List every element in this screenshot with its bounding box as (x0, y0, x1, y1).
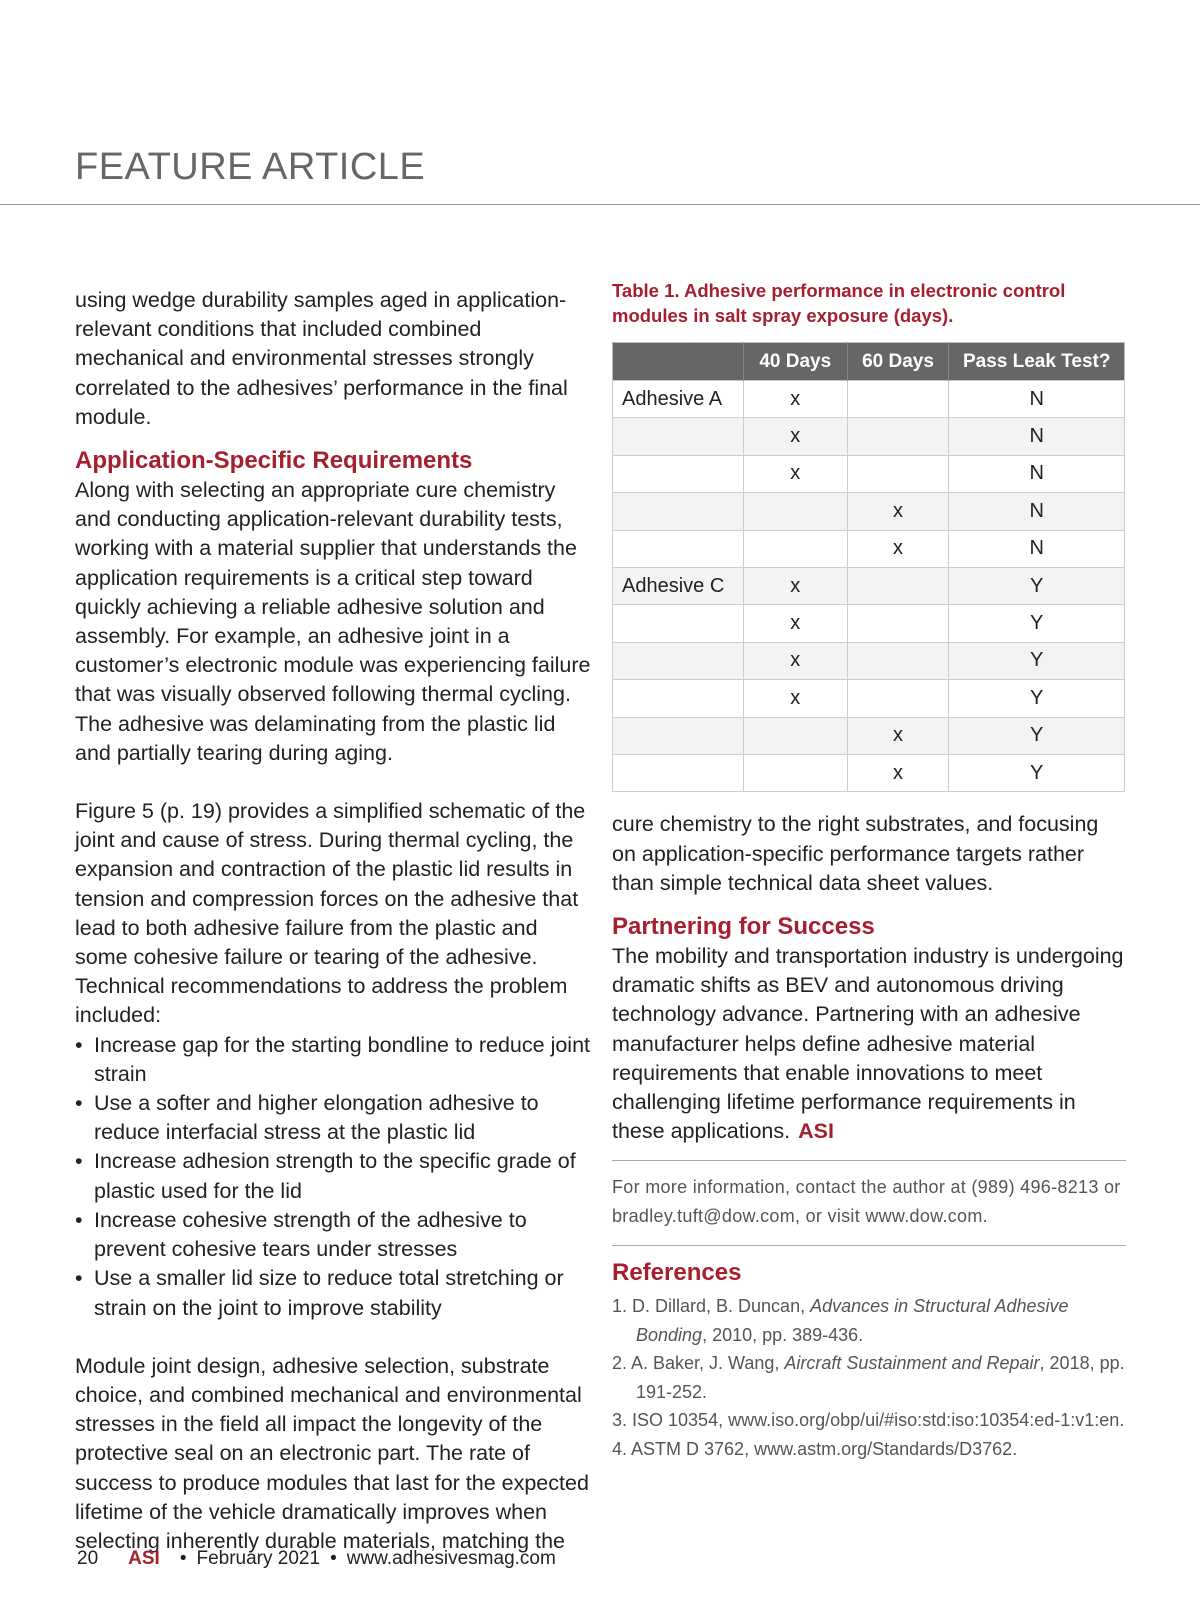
reference-item (612, 1406, 1126, 1435)
reference-title: Advances in Structural Adhesive Bonding (636, 1296, 1069, 1345)
table-cell (613, 642, 744, 679)
table-header-cell (613, 343, 744, 381)
table-row (613, 530, 1125, 567)
table-cell: x (743, 680, 847, 717)
footer-separator: • (179, 1548, 187, 1569)
right-column (612, 278, 1126, 1463)
table-body (613, 381, 1125, 792)
list-item: • Use a softer and higher elongation adhesive to reduce interfacial stress at the plastic lid (75, 1089, 595, 1147)
table-header-cell: 40 Days (743, 343, 847, 381)
table-row (613, 493, 1125, 530)
table-cell: Y (949, 642, 1125, 679)
table-cell: N (949, 530, 1125, 567)
table-cell: x (743, 642, 847, 679)
adhesive-performance-table (612, 342, 1125, 792)
left-paragraph-4: Module joint design, adhesive selection, substrate choice, and combined mechanical and environmental stresses in the field all impact the longevity of the protective seal on an electronic part. The rate of success to produce modules that last for the expected lifetime of the vehicle dramatically improves when selecting inherently durable materials, matching the (75, 1353, 589, 1553)
table-cell: N (949, 493, 1125, 530)
reference-text: , 2018, pp. 191-252. (636, 1353, 1125, 1402)
table-cell: x (743, 567, 847, 604)
table-cell (847, 680, 949, 717)
table-cell: x (743, 381, 847, 418)
footer-url: www.adhesivesmag.com (346, 1548, 556, 1569)
contact-divider-bottom (612, 1245, 1126, 1246)
table-caption: Table 1. Adhesive performance in electronic control modules in salt spray exposure (days). (612, 280, 1066, 326)
table-cell (847, 455, 949, 492)
table-row (613, 381, 1125, 418)
table-cell (847, 567, 949, 604)
reference-text: 3. ISO 10354, www.iso.org/obp/ui/#iso:std:iso:10354:ed-1:v1:en. (612, 1410, 1125, 1431)
table-cell: Y (949, 680, 1125, 717)
table-cell (613, 717, 744, 754)
table-cell (847, 642, 949, 679)
list-item: • Increase adhesion strength to the specific grade of plastic used for the lid (75, 1147, 595, 1205)
table-cell (743, 530, 847, 567)
footer-brand: ASI (128, 1548, 160, 1569)
references-heading: References (612, 1259, 742, 1287)
table-cell: N (949, 455, 1125, 492)
table-cell: x (743, 605, 847, 642)
table-cell: Y (949, 567, 1125, 604)
table-cell (847, 605, 949, 642)
table-cell: x (847, 493, 949, 530)
table-cell: Y (949, 754, 1125, 791)
header-divider (0, 204, 1200, 205)
end-mark: ASI (798, 1119, 834, 1144)
table-header-cell: 60 Days (847, 343, 949, 381)
reference-text: , 2010, pp. 389-436. (702, 1324, 864, 1345)
table-cell: x (743, 418, 847, 455)
table-header-row (613, 343, 1125, 381)
reference-item (612, 1435, 1126, 1464)
table-cell: N (949, 381, 1125, 418)
table-cell: x (743, 455, 847, 492)
table-cell (613, 754, 744, 791)
table-row (613, 680, 1125, 717)
page-footer (77, 1548, 556, 1570)
reference-title: Aircraft Sustainment and Repair (784, 1353, 1040, 1374)
table-cell: N (949, 418, 1125, 455)
table-row (613, 754, 1125, 791)
subhead-partnering: Partnering for Success (612, 912, 875, 940)
table-cell: x (847, 530, 949, 567)
table-cell (613, 680, 744, 717)
table-cell (847, 381, 949, 418)
left-paragraph-3: Figure 5 (p. 19) provides a simplified schematic of the joint and cause of stress. During thermal cycling, the expansion and contraction of the plastic lid results in tension and compression forces on the adhesive that lead to both adhesive failure from the plastic and some cohesive failure or tearing of the adhesive. Technical recommendations to address the problem included: (75, 799, 586, 1028)
reference-item (612, 1349, 1126, 1406)
list-item: • Increase cohesive strength of the adhesive to prevent cohesive tears under stresses (75, 1206, 595, 1264)
table-cell: Y (949, 717, 1125, 754)
list-item: • Increase gap for the starting bondline to reduce joint strain (75, 1031, 595, 1089)
table-cell: x (847, 717, 949, 754)
table-cell: Adhesive C (613, 567, 744, 604)
table-cell: Y (949, 605, 1125, 642)
table-row (613, 605, 1125, 642)
reference-text: 2. A. Baker, J. Wang, (612, 1353, 785, 1374)
right-paragraph-2 (612, 942, 1126, 1146)
table-cell (613, 493, 744, 530)
page-number: 20 (77, 1548, 99, 1569)
references-list (612, 1292, 1126, 1463)
table-row (613, 642, 1125, 679)
table-header-cell: Pass Leak Test? (949, 343, 1125, 381)
recommendations-list (75, 1031, 595, 1323)
section-label: FEATURE ARTICLE (75, 146, 426, 188)
table-row (613, 418, 1125, 455)
list-item: • Use a smaller lid size to reduce total stretching or strain on the joint to improve stability (75, 1264, 595, 1322)
table-row (613, 455, 1125, 492)
footer-separator: • (330, 1548, 337, 1569)
contact-divider-top (612, 1160, 1126, 1161)
table-cell (613, 455, 744, 492)
table-cell (743, 493, 847, 530)
table-row (613, 567, 1125, 604)
right-paragraph-2-text: The mobility and transportation industry is undergoing dramatic shifts as BEV and autonomous driving technology advance. Partnering with an adhesive manufacturer helps define adhesive material requirements that enable innovations to meet challenging lifetime performance requirements in these applications. (612, 943, 1124, 1144)
table-cell (743, 717, 847, 754)
reference-item (612, 1292, 1126, 1349)
subhead-application-specific: Application-Specific Requirements (75, 447, 473, 475)
footer-date: February 2021 (196, 1548, 321, 1569)
table-row (613, 717, 1125, 754)
left-paragraph-2: Along with selecting an appropriate cure chemistry and conducting application-relevant durability tests, working with a material supplier that understands the application requirements is a critical step toward quickly achieving a reliable adhesive solution and assembly. For example, an adhesive joint in a customer’s electronic module was experiencing failure that was visually observed following thermal cycling. The adhesive was delaminating from the plastic lid and partially tearing during aging. (75, 478, 591, 765)
table-cell: Adhesive A (613, 381, 744, 418)
right-paragraph-1: cure chemistry to the right substrates, and focusing on application-specific performance targets rather than simple technical data sheet values. (612, 812, 1099, 895)
table-cell (743, 754, 847, 791)
left-column (75, 286, 595, 1556)
table-cell (613, 605, 744, 642)
table-cell (847, 418, 949, 455)
left-paragraph-1: using wedge durability samples aged in application-relevant conditions that included combined mechanical and environmental stresses strongly correlated to the adhesives’ performance in the final module. (75, 288, 568, 429)
contact-info: For more information, contact the author at (989) 496-8213 or bradley.tuft@dow.com, or visit www.dow.com. (612, 1177, 1121, 1227)
table-cell (613, 418, 744, 455)
right-body (612, 810, 1126, 1463)
table-cell (613, 530, 744, 567)
reference-text: 1. D. Dillard, B. Duncan, (612, 1296, 811, 1317)
reference-text: 4. ASTM D 3762, www.astm.org/Standards/D3762. (612, 1438, 1018, 1459)
table-cell: x (847, 754, 949, 791)
